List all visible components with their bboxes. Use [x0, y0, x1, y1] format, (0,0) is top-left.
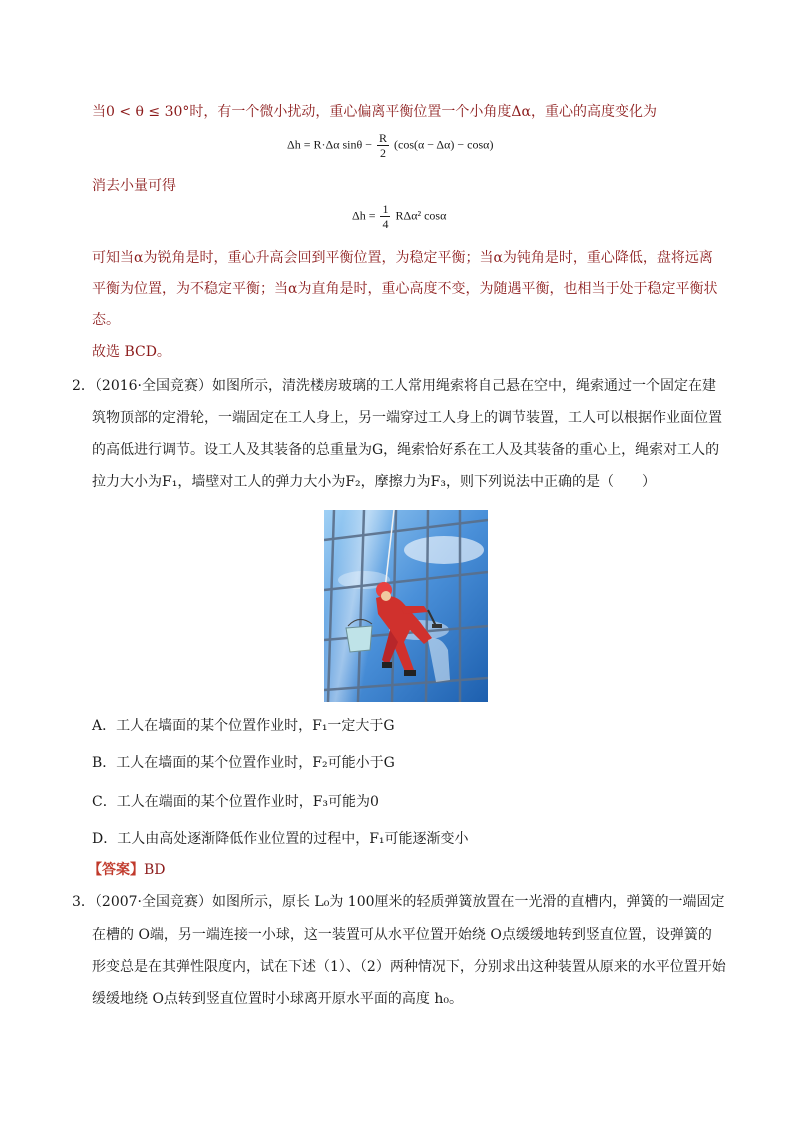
- q2-line-4: 拉力大小为F₁，墙壁对工人的弹力大小为F₂，摩擦力为F₃，则下列说法中正确的是（ ）: [92, 474, 656, 490]
- equation-1-right: (cos(α − Δα) − cosα): [394, 137, 494, 152]
- equation-2: [352, 202, 446, 231]
- q2-option-c: C．工人在端面的某个位置作业时，F₃可能为0: [92, 794, 379, 810]
- q3-line-1: 3．（2007·全国竞赛）如图所示，原长 L₀为 100厘米的轻质弹簧放置在一光滑的直槽内，弹簧的一端固定: [72, 894, 725, 910]
- answer-value: BD: [144, 862, 166, 878]
- solution-line-3: 可知当α为锐角是时，重心升高会回到平衡位置，为稳定平衡；当α为钝角是时，重心降低，盘将远离: [92, 250, 713, 266]
- equation-1-left: Δh = R·Δα sinθ −: [287, 137, 373, 152]
- equation-2-fraction: [380, 202, 390, 231]
- equation-1-numerator: R: [379, 131, 388, 145]
- q2-line-2: 筑物顶部的定滑轮，一端固定在工人身上，另一端穿过工人身上的调节装置，工人可以根据作业面位置: [92, 410, 722, 426]
- q2-option-a: A．工人在墙面的某个位置作业时，F₁一定大于G: [92, 718, 395, 734]
- equation-2-numerator: 1: [382, 202, 389, 216]
- q2-line-3: 的高低进行调节。设工人及其装备的总重量为G，绳索恰好系在工人及其装备的重心上，绳索对工人的: [92, 442, 720, 458]
- equation-2-right: RΔα² cosα: [395, 208, 447, 223]
- solution-line-4: 平衡为位置，为不稳定平衡；当α为直角是时，重心高度不变，为随遇平衡，也相当于处于稳定平衡状: [92, 281, 718, 297]
- q2-line-1: 2．（2016·全国竞赛）如图所示，清洗楼房玻璃的工人常用绳索将自己悬在空中，绳索通过一个固定在建: [72, 378, 716, 394]
- equation-1: [287, 131, 493, 160]
- q2-answer: [88, 860, 166, 880]
- equation-2-left: Δh =: [352, 208, 376, 223]
- solution-line-1: 当0 < θ ≤ 30°时，有一个微小扰动，重心偏离平衡位置一个小角度Δα，重心的高度变化为: [92, 104, 657, 120]
- window-cleaner-photo: [324, 510, 488, 702]
- solution-line-2: 消去小量可得: [92, 178, 176, 194]
- answer-tag: 【答案】: [88, 862, 144, 878]
- q2-option-b: B．工人在墙面的某个位置作业时，F₂可能小于G: [92, 755, 395, 771]
- solution-line-5: 态。: [92, 312, 120, 328]
- equation-2-denominator: 4: [382, 217, 389, 231]
- equation-1-fraction: [377, 131, 389, 160]
- q3-line-2: 在槽的 O端，另一端连接一小球，这一装置可从水平位置开始绕 O点缓缓地转到竖直位置，设弹簧的: [92, 927, 712, 943]
- equation-1-denominator: 2: [380, 146, 387, 160]
- q3-line-3: 形变总是在其弹性限度内，试在下述（1）、（2）两种情况下，分别求出这种装置从原来的水平位置开始: [92, 959, 726, 975]
- q3-line-4: 缓缓地绕 O点转到竖直位置时小球离开原水平面的高度 h₀。: [92, 991, 464, 1007]
- solution-line-6: 故选 BCD。: [92, 344, 171, 360]
- q2-option-d: D．工人由高处逐渐降低作业位置的过程中，F₁可能逐渐变小: [92, 831, 469, 847]
